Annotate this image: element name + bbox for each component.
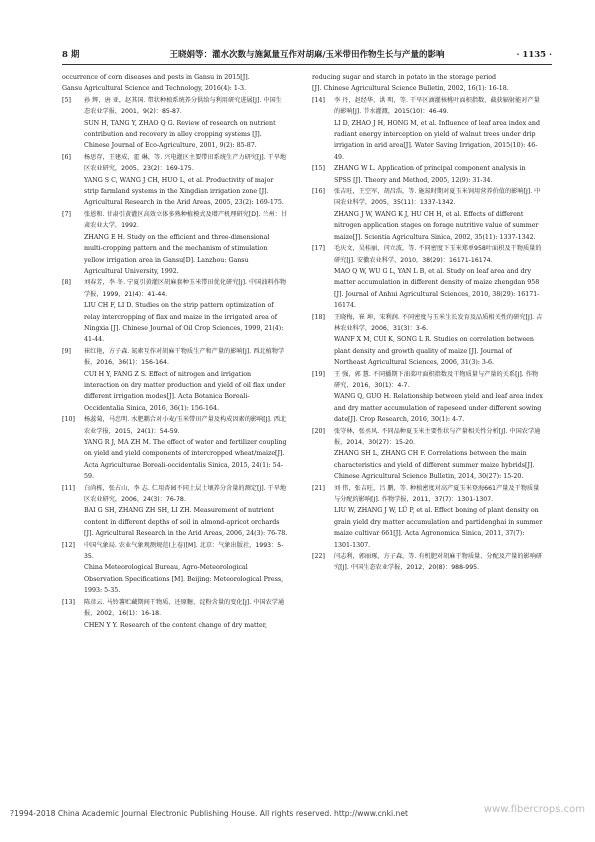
continuation-line: [J]. Chinese Agricultural Science Bulletin, 2002, 16(1): 16-18. (312, 85, 509, 93)
reference-chinese: 张吉旺，王空军，胡昌浩，等. 施氮时期对夏玉米饲用营养价值的影响[J]. 中国农业科学，2005，35(11)：1337-1342. (334, 188, 541, 207)
reference-number: [7] (62, 210, 71, 218)
reference-chinese: 杨思存，王建成，霍 琳，等. 兴电灌区主要带田系统生产力研究[J]. 干旱地区农业研究，2005，23(2)：169-175. (84, 153, 287, 173)
reference-chinese: 杨蕊菊，马忠明. 水肥耦合对小麦/玉米带田产量及构成因素的影响[J]. 西北农业学报，2015，24(1)：54-59. (84, 416, 287, 435)
reference-english: MAO Q W, WU G L, YAN L B, et al. Study on leaf area and dry matter accumulation in different density of maize zhengdan 958 [J]. Journal of Anhui Agricultural Sciences, 2010, 38(29): 16171-16174. (334, 267, 540, 310)
reference-chinese: 白尚栋，张占山，李 志. 仁用杏园不同土层土壤养分含量的测定[J]. 干旱地区农业研究，2006，24(3)：76-78. (84, 484, 287, 504)
reference-number: [16] (312, 188, 325, 196)
reference-english: SUN H, TANG Y, ZHAO Q G. Review of research on nutrient contribution and recovery in alley cropping systems [J]. Chinese Journal of Eco-Agriculture, 2001, 9(2): 85-87. (84, 119, 276, 150)
reference-entry (312, 95, 544, 163)
reference-english: China Meteorological Bureau, Agro-Meteorological Observation Specifications [M]. Beijing: Meteorological Press, 1993: 5-35. (84, 564, 284, 595)
reference-number: [11] (62, 484, 75, 492)
reference-entry (312, 483, 544, 551)
reference-number: [15] (312, 165, 325, 173)
reference-entry (62, 597, 288, 631)
reference-number: [9] (62, 347, 71, 355)
reference-chinese: 中国气象局. 农业气象观测规范(上卷)[M]. 北京：气象出版社，1993：5-35. (84, 541, 284, 561)
reference-english: WANG Q, GUO H. Relationship between yield and leaf area index and dry matter accumulation of rapeseed under different sowing date[J]. Crop Research, 2016, 30(1): 4-7. (334, 393, 543, 424)
reference-english: LIU W, ZHANG J W, LÜ P, et al. Effect boning of plant density on grain yield dry matter accumulation and partidenghai in summer maize cultivar 661[J]. Acta Agronomica Sinica, 2011, 37(7): 1301-1307. (334, 507, 543, 549)
reference-entry (62, 346, 288, 414)
page-footer (10, 804, 585, 820)
right-column (312, 72, 544, 574)
reference-chinese: 孙 辉，唐 亚，赵其国. 带状种植系统养分供给与利用研究进展[J]. 中国生态农业学报，2001，9(2)：85-87. (84, 96, 282, 116)
reference-chinese: 毛庆文，吴桂丽，闫立波，等. 不同密度下玉米郑单958叶面积及干物质量的研究[J]. 安徽农业科学，2010，38(29)：16171-16174. (334, 245, 542, 264)
reference-chinese: 刘春芳，李 冬. 宁夏引黄灌区胡麻套种玉米带田优化研究[J]. 中国油料作物学报，1999，21(4)：41-44. (84, 279, 287, 298)
page-number: · 1135 · (516, 50, 552, 60)
reference-number: [22] (312, 553, 325, 561)
reference-chinese: 李 丹，赵经华，洪 明，等. 干旱区滴灌核桃叶面积指数、截获辐射能对产量的影响[J]. 节水灌溉，2015(10)：46-49. (334, 96, 540, 116)
reference-english: LIU CH F, LI D. Studies on the strip pattern optimization of relay intercropping of flax and maize in the irrigated area of Ningxia [J]. Chinese Journal of Oil Crop Sciences, 1999, 21(4): 41-44. (84, 302, 284, 344)
reference-chinese: 王晓梅，崔 坤，宋利润. 不同密度与玉米生长发育及品质相关性的研究[J]. 吉林农业科学，2006，31(3)：3-6. (334, 313, 543, 332)
reference-number: [17] (312, 245, 325, 253)
reference-entry (62, 540, 288, 597)
continuation-line: reducing sugar and starch in potato in the storage period (312, 74, 497, 81)
left-column (62, 72, 288, 631)
reference-chinese: 闫志利，郭丽琢，方子森，等. 有机肥对胡麻干物质量、分配及产量的影响研究[J]. 中国生态农业学报，2012，20(8)：988-995. (334, 553, 543, 572)
reference-entry (62, 483, 288, 540)
reference-number: [14] (312, 96, 325, 104)
reference-entry (312, 186, 544, 243)
copyright-notice: ?1994-2018 China Academic Journal Electronic Publishing House. All rights reserved. http://www.cnki.net (10, 809, 409, 818)
reference-english: LI D, ZHAO J H, HONG M, et al. Influence of leaf area index and radiant energy interception on yield of walnut trees under drip irrigation in arid area[J]. Water Saving Irrigation, 2015(10): 46-49. (334, 119, 541, 161)
reference-number: [12] (62, 541, 75, 549)
header-rule (62, 64, 552, 65)
reference-chinese: 刘 伟，张吉旺，吕 鹏，等. 种植密度对高产夏玉米登海661产量及干物质量与分配的影响[J]. 作物学报，2011，37(7)：1301-1307. (334, 484, 540, 504)
running-header (62, 48, 552, 62)
reference-english: BAI G SH, ZHANG ZH SH, LI ZH. Measurement of nutrient content in different depths of soil in almond-apricot orchards [J]. Agricultural Research in the Arid Areas, 2006, 24(3): 76-78. (84, 507, 288, 538)
reference-entry (312, 312, 544, 369)
reference-chinese: 张恩和. 甘肃引黄灌区高效立体多熟种植模式及增产机理研究[D]. 兰州：甘肃农业大学，1992. (84, 210, 288, 230)
reference-chinese: 崔红艳，方子森. 氮素互作对胡麻干物质生产和产量的影响[J]. 西北植物学报，2016，36(1)：156-164. (84, 347, 285, 367)
reference-number: [5] (62, 96, 71, 104)
reference-entry (62, 152, 288, 209)
reference-chinese: 王 强，郭 慧. 不同播期下油菜叶面积指数及干物质量与产量的关系[J]. 作物研究，2016，30(1)：4-7. (334, 370, 539, 389)
reference-english: CHEN Y Y. Research of the content change of dry matter, (84, 621, 268, 629)
issue-number: 8 期 (62, 50, 80, 60)
reference-entry (312, 243, 544, 311)
reference-entry (312, 551, 544, 574)
reference-number: [18] (312, 313, 325, 321)
right-continuation (312, 72, 544, 95)
reference-number: [21] (312, 484, 325, 492)
reference-english: ZHANG J W, WANG K J, HU CH H, et al. Effects of different nitrogen application stages on forage nutritive value of summer maize[J]. Scientia Agricultura Sinica, 2002, 35(11): 1337-1342. (334, 210, 539, 241)
reference-english: CUI H Y, FANG Z S. Effect of nitrogen and irrigation interaction on dry matter production and yield of oil flax under different irrigation modes[J]. Acta Botanica Boreali-Occidentalia Sinica, 2016, 36(1): 156-164. (84, 370, 286, 412)
reference-entry (62, 414, 288, 482)
reference-english: WANF X M, CUI K, SONG L R. Studies on correlation between plant density and growth quality of maize [J]. Journal of Northeast Agricultural Sciences, 2006, 31(3): 3-6. (334, 336, 534, 367)
reference-entry (312, 426, 544, 483)
reference-number: [19] (312, 370, 325, 378)
continuation-line: Gansu Agricultural Science and Technology, 2016(4): 1-3. (62, 85, 247, 93)
reference-entry (62, 209, 288, 277)
reference-chinese: 张守林，张丞风. 不同品种夏玉米主要性状与产量相关性分析[J]. 中国农学通报，2014，30(27)：15-20. (334, 427, 541, 446)
reference-number: [6] (62, 153, 71, 161)
reference-chinese: 陈彦云. 马铃薯贮藏期间干物质、还原糖、淀粉含量的变化[J]. 中国农学通报，2002，16(1)：16-18. (84, 598, 285, 618)
reference-entry (62, 277, 288, 345)
reference-english: ZHANG E H. Study on the efficient and three-dimensional multi-cropping pattern and the mechanism of stimulation yellow irrigation area in Gansu[D]. Lanzhou: Gansu Agricultural University, 1992. (84, 233, 270, 275)
continuation-line: occurrence of corn diseases and pests in Gansu in 2015[J]. (62, 74, 250, 81)
reference-number: [8] (62, 279, 71, 287)
reference-english: YANG R J, MA ZH M. The effect of water and fertilizer coupling on yield and yield components of intercropped wheat/maize[J]. Acta Agriculturae Boreali-occidentalis Sinica, 2015, 24(1): 54-59. (84, 439, 287, 481)
reference-entry (62, 95, 288, 152)
reference-entry (312, 369, 544, 426)
reference-english: ZHANG SH L, ZHANG CH F. Correlations between the main characteristics and yield of different summer maize hybrids[J]. Chinese Agricultural Science Bulletin, 2014, 30(27): 15-20. (334, 450, 535, 481)
reference-number: [20] (312, 427, 325, 435)
reference-number: [10] (62, 416, 75, 424)
reference-english: ZHANG W L. Application of principal component analysis in SPSS [J]. Theory and Method, 2005, 12(9): 31-34. (334, 165, 526, 184)
watermark-text: www.fibercrops.com (483, 804, 585, 815)
left-continuation (62, 72, 288, 95)
reference-english: YANG S C, WANG J CH, HUO L, et al. Productivity of major strip farmland systems in the Xingdian irrigation zone [J]. Agricultural Research in the Arid Areas, 2005, 23(2): 169-175. (84, 176, 284, 207)
reference-number: [13] (62, 598, 75, 606)
running-title: 王晓娟等：灌水次数与施氮量互作对胡麻/玉米带田作物生长与产量的影响 (169, 50, 445, 60)
reference-entry (312, 163, 544, 186)
